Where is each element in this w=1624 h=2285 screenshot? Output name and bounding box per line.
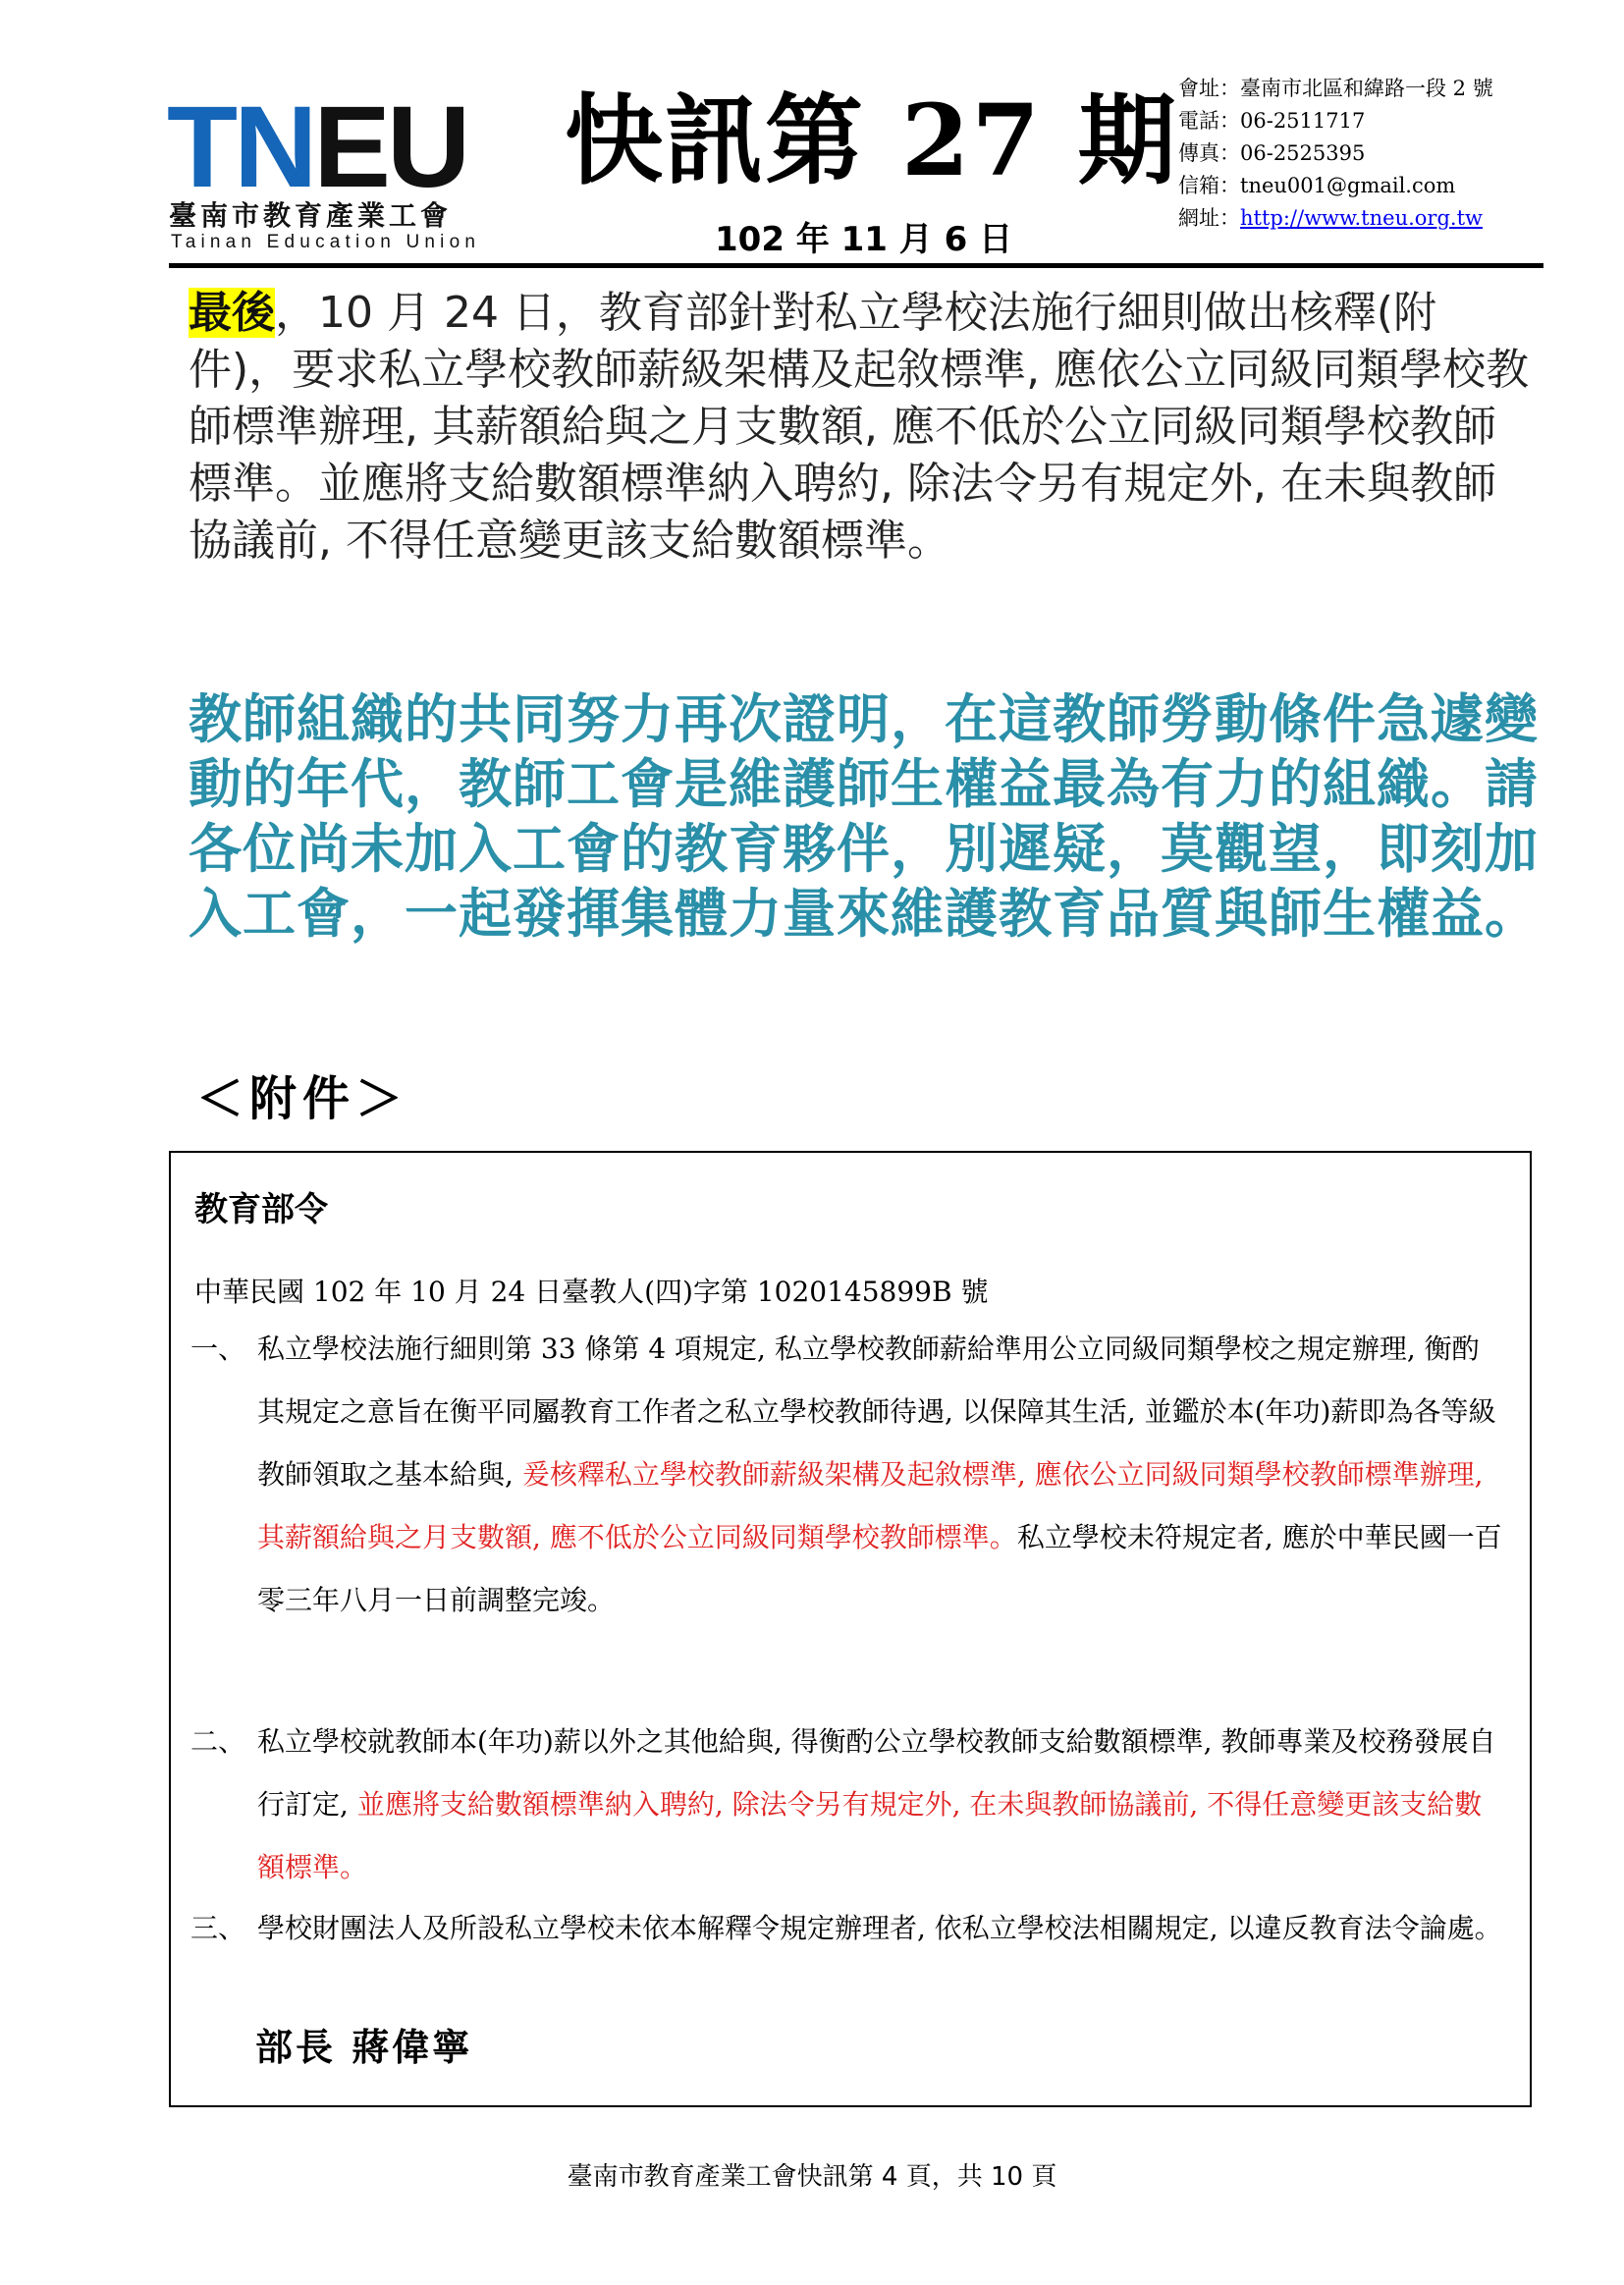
- website-link[interactable]: http://www.tneu.org.tw: [1240, 206, 1483, 230]
- contact-address: 會址：臺南市北區和緯路一段 2 號: [1178, 77, 1493, 100]
- issue-date: 102 年 11 月 6 日: [715, 220, 1013, 259]
- decree-item: [190, 1711, 1506, 1899]
- paragraph-text: ，10 月 24 日，教育部針對私立學校法施行細則做出核釋(附件)，要求私立學校教師薪級架構及起敘標準, 應依公立同級同類學校教師標準辦理, 其薪額給與之月支數額, 應不低於公立同級同類學校教師標準。並應將支給數額標準納入聘約, 除法令另有規定外, 在未與教師協議前, 不得任意變更該支給數額標準。: [189, 288, 1530, 566]
- item-red-text: 並應將支給數額標準納入聘約, 除法令另有規定外, 在未與教師協議前, 不得任意變更該支給數額標準。: [257, 1788, 1483, 1883]
- item-text: 學校財團法人及所設私立學校未依本解釋令規定辦理者, 依私立學校法相關規定, 以違反教育法令論處。: [257, 1912, 1502, 1944]
- contact-email: 信箱：tneu001@gmail.com: [1178, 174, 1456, 197]
- item-red-text: 爰核釋私立學校教師薪級架構及起敘標準, 應依公立同級同類學校教師標準辦理, 其薪額給與之月支數額, 應不低於公立同級同類學校教師標準。: [257, 1458, 1484, 1553]
- item-text: 私立學校就教師本(年功)薪以外之其他給與, 得衡酌公立學校教師支給數額標準, 教師專業及校務發展自行訂定, 並應將支給數額標準納入聘約, 除法令另有規定外, 在未與教師協議前, 不得任意變更該支給數額標準。: [257, 1725, 1496, 1883]
- attachment-title: ＜附件＞: [196, 1071, 409, 1126]
- contact-website: 網址：http://www.tneu.org.tw: [1178, 206, 1483, 230]
- decree-item: [190, 1897, 1506, 1960]
- header-divider: [169, 263, 1543, 268]
- highlight-word: 最後: [189, 288, 275, 338]
- logo-name-en: Tainan Education Union: [171, 232, 481, 252]
- union-logo: [167, 82, 540, 252]
- decree-box: [169, 1151, 1532, 2107]
- call-to-action: 教師組織的共同努力再次證明，在這教師勞動條件急遽變動的年代，教師工會是維護師生權益最為有力的組織。請各位尚未加入工會的教育夥伴，別遲疑，莫觀望，即刻加入工會，一起發揮集體力量來維護教育品質與師生權益。: [189, 688, 1539, 945]
- page-footer: 臺南市教育產業工會快訊第 4 頁，共 10 頁: [567, 2162, 1057, 2192]
- decree-heading: 教育部令: [194, 1190, 328, 1229]
- decree-reference: 中華民國 102 年 10 月 24 日臺教人(四)字第 1020145899B 號: [194, 1276, 989, 1308]
- item-number: 一、: [190, 1333, 246, 1365]
- logo-wordmark: TNEU: [167, 82, 467, 212]
- minister-signature: 部長 蔣偉寧: [255, 2025, 473, 2069]
- contact-info: [1178, 73, 1542, 235]
- contact-phone: 電話：06-2511717: [1178, 109, 1366, 133]
- item-number: 二、: [190, 1725, 246, 1758]
- issue-title: 快訊第 27 期: [565, 82, 1178, 198]
- contact-fax: 傳真：06-2525395: [1178, 141, 1366, 165]
- intro-paragraph: [189, 285, 1539, 570]
- decree-item: [190, 1318, 1506, 1632]
- logo-name-zh: 臺南市教育產業工會: [169, 199, 453, 232]
- item-text: 私立學校法施行細則第 33 條第 4 項規定, 私立學校教師薪給準用公立同級同類學校之規定辦理, 衡酌其規定之意旨在衡平同屬教育工作者之私立學校教師待遇, 以保障其生活, 並鑑於本(年功)薪即為各等級教師領取之基本給與, 爰核釋私立學校教師薪級架構及起敘標準, 應依公立同級同類學校教師標準辦理, 其薪額給與之月支數額, 應不低於公立同級同類學校教師標準。私立學校未符規定者, 應於中華民國一百零三年八月一日前調整完竣。: [257, 1333, 1502, 1616]
- item-number: 三、: [190, 1912, 246, 1944]
